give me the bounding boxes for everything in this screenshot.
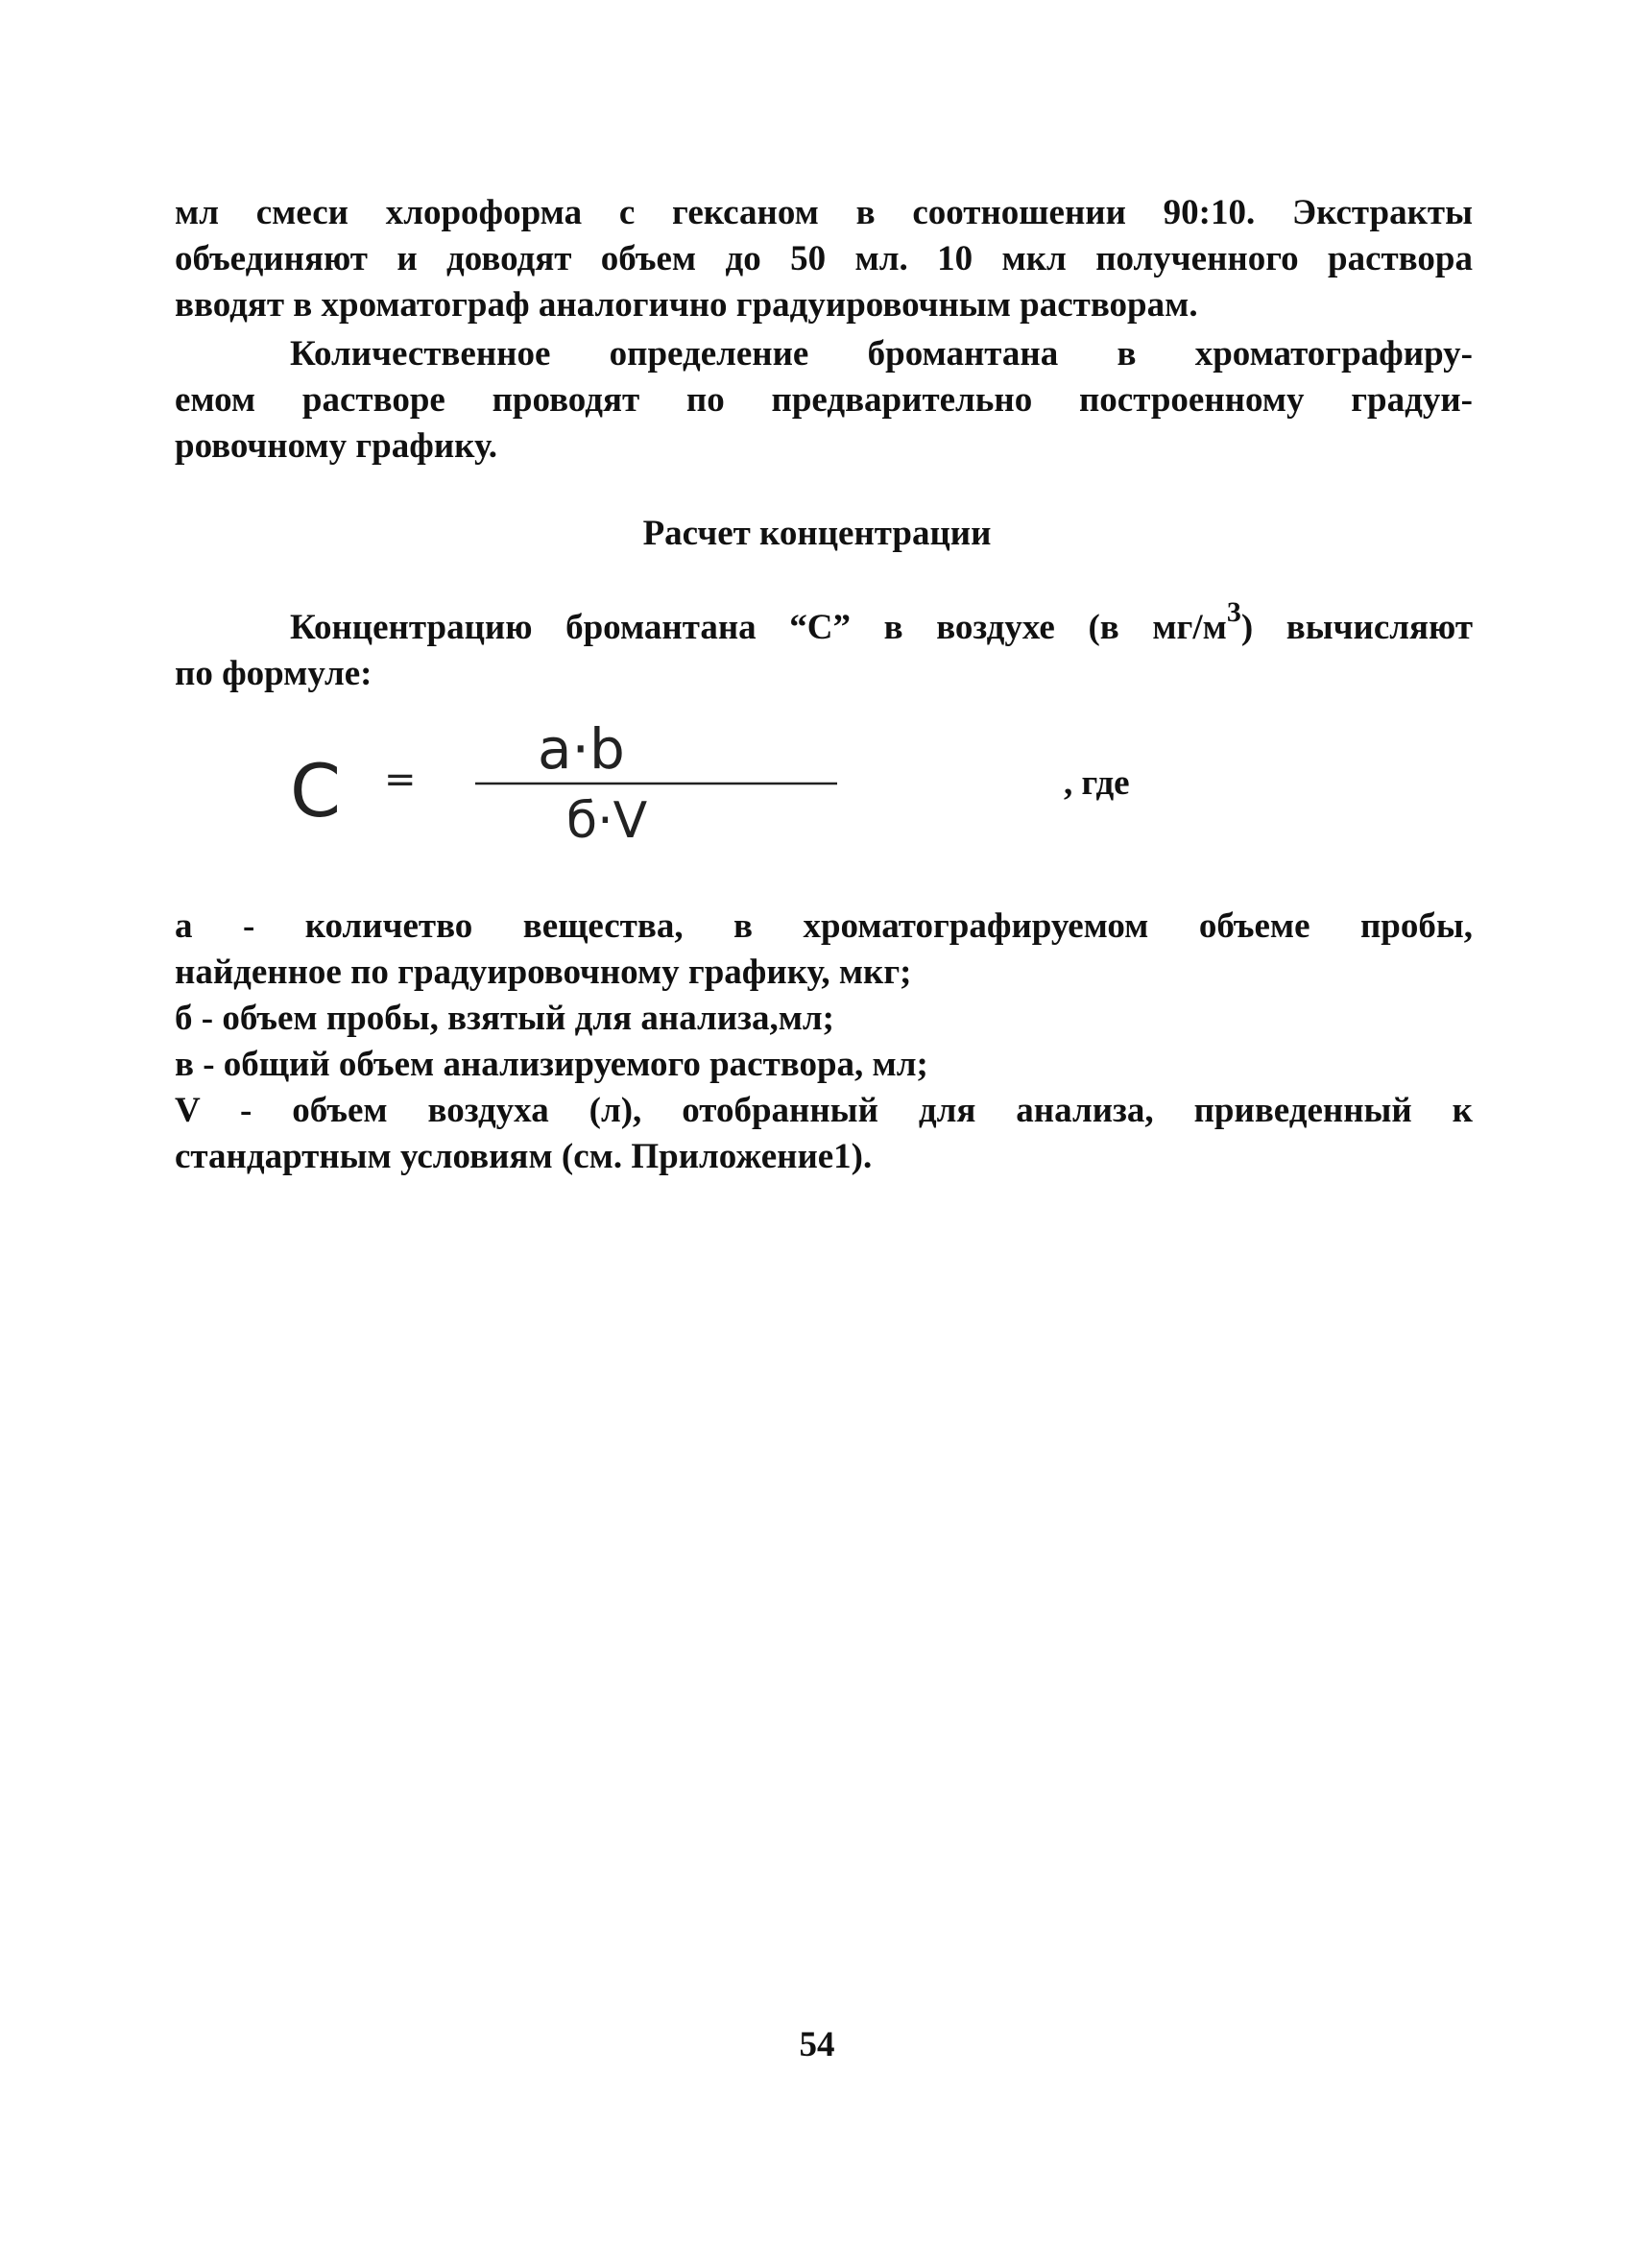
section-heading: Расчет концентрации [642,514,992,553]
definition-v-upper: V - объем воздуха (л), отобранный для анализа, приведенный к [175,1091,1473,1130]
paragraph-extraction [175,190,1473,328]
formula-equals: = [384,758,417,802]
handwritten-formula [278,672,1334,855]
paragraph-line: Количественное определение бромантана в хроматографиру- [290,334,1473,374]
definition-a-continued: найденное по градуировочному графику, мкг; [175,953,912,992]
paragraph-line: объединяют и доводят объем до 50 мл. 10 мкл полученного раствора [175,239,1473,278]
definitions-list [175,904,1473,1180]
definition-a: а - количетво вещества, в хроматографируемом объеме пробы, [175,906,1473,946]
definition-v-upper-continued: стандартным условиям (см. Приложение1). [175,1137,873,1176]
definition-v-lower: в - общий объем анализируемого раствора, мл; [175,1045,928,1084]
formula-drawing [278,672,1334,855]
formula-numerator: a·b [538,716,625,782]
paragraph-line: ровочному графику. [175,426,497,466]
definition-b: б - объем пробы, взятый для анализа,мл; [175,999,834,1038]
paragraph-line: Концентрацию бромантана “С” в воздухе (в $мг/м^3$) вычисляют [290,596,1474,647]
paragraph-line: емом растворе проводят по предварительно построенному градуи- [175,380,1473,420]
formula-denominator: б·V [566,792,648,850]
paragraph-line: вводят в хроматограф аналогично градуировочным растворам. [175,285,1198,325]
formula-where: , где [1064,763,1130,803]
paragraph-line: по формуле: [175,654,372,693]
superscript: 3 [1226,596,1241,628]
formula-lhs: C [290,748,342,833]
paragraph-line: мл смеси хлороформа с гексаном в соотношении 90:10. Экстракты [175,193,1473,232]
paragraph-quantitative [175,331,1473,470]
page-number: 54 [799,2025,835,2064]
